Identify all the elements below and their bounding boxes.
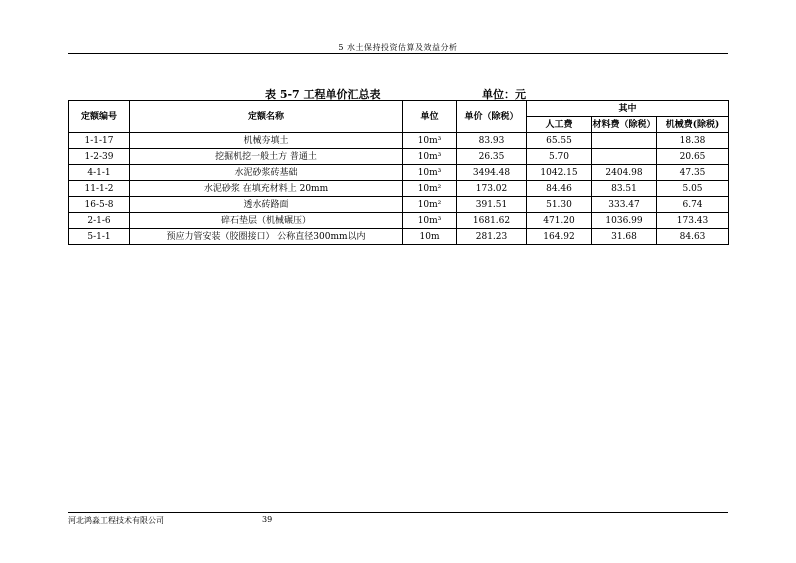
cell-labor: 84.46 [527,181,592,197]
cell-machine: 20.65 [657,149,729,165]
cell-labor: 51.30 [527,197,592,213]
table-row [69,229,729,245]
cell-name: 水泥砂浆砖基础 [130,165,403,181]
cell-labor: 5.70 [527,149,592,165]
cell-machine: 84.63 [657,229,729,245]
cell-material [592,149,657,165]
cell-code: 11-1-2 [69,181,130,197]
header-unit: 单位 [403,101,457,133]
table-title: 表 5-7 工程单价汇总表 [265,88,381,101]
header-code: 定额编号 [69,101,130,133]
cell-material [592,133,657,149]
table-unit: 单位：元 [482,88,526,101]
cell-price: 83.93 [457,133,527,149]
cell-unit: 10m [403,229,457,245]
cell-name: 预应力管安装（胶圈接口） 公称直径300mm以内 [130,229,403,245]
cell-price: 3494.48 [457,165,527,181]
header-group: 其中 [527,101,729,117]
cell-price: 391.51 [457,197,527,213]
cell-machine: 18.38 [657,133,729,149]
cell-code: 4-1-1 [69,165,130,181]
table-row [69,133,729,149]
header-divider [68,53,728,54]
cell-code: 5-1-1 [69,229,130,245]
footer-divider [68,512,728,513]
cell-price: 26.35 [457,149,527,165]
header-labor: 人工费 [527,117,592,133]
cell-labor: 1042.15 [527,165,592,181]
cell-material: 2404.98 [592,165,657,181]
cell-name: 透水砖路面 [130,197,403,213]
cell-price: 281.23 [457,229,527,245]
cell-machine: 47.35 [657,165,729,181]
cell-unit: 10m³ [403,213,457,229]
cell-labor: 164.92 [527,229,592,245]
table-row [69,149,729,165]
cell-price: 173.02 [457,181,527,197]
header-price: 单价（除税） [457,101,527,133]
cell-code: 1-2-39 [69,149,130,165]
table-row [69,197,729,213]
cell-name: 水泥砂浆 在填充材料上 20mm [130,181,403,197]
cell-unit: 10m³ [403,149,457,165]
cell-name: 碎石垫层（机械碾压） [130,213,403,229]
unit-price-table [68,100,729,245]
cell-labor: 65.55 [527,133,592,149]
cell-machine: 5.05 [657,181,729,197]
cell-material: 333.47 [592,197,657,213]
table-row [69,181,729,197]
cell-code: 1-1-17 [69,133,130,149]
cell-unit: 10m³ [403,133,457,149]
header-material: 材料费（除税） [592,117,657,133]
cell-code: 2-1-6 [69,213,130,229]
table-row [69,165,729,181]
cell-name: 机械夯填土 [130,133,403,149]
cell-material: 1036.99 [592,213,657,229]
cell-material: 83.51 [592,181,657,197]
cell-material: 31.68 [592,229,657,245]
cell-unit: 10m³ [403,165,457,181]
cell-price: 1681.62 [457,213,527,229]
footer-company: 河北鸿淼工程技术有限公司 [68,516,164,525]
cell-machine: 173.43 [657,213,729,229]
cell-unit: 10m² [403,181,457,197]
cell-code: 16-5-8 [69,197,130,213]
cell-name: 挖掘机挖一般土方 普通土 [130,149,403,165]
header-name: 定额名称 [130,101,403,133]
table-row [69,213,729,229]
header-machine: 机械费(除税) [657,117,729,133]
cell-machine: 6.74 [657,197,729,213]
page-number: 39 [262,515,273,524]
cell-unit: 10m² [403,197,457,213]
page-header: 5 水土保持投资估算及效益分析 [338,43,458,52]
cell-labor: 471.20 [527,213,592,229]
